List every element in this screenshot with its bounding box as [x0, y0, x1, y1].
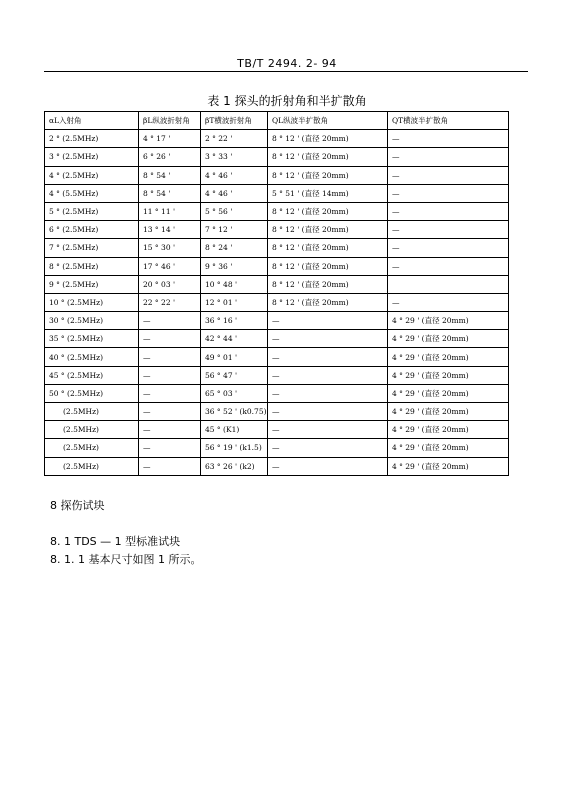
table-row — [45, 275, 509, 293]
table-cell — [388, 275, 509, 293]
table-cell: — — [139, 439, 201, 457]
header-incident-angle: αL入射角 — [45, 112, 139, 130]
table-row — [45, 348, 509, 366]
table-row — [45, 439, 509, 457]
table-cell: 10 ° (2.5MHz) — [45, 293, 139, 311]
table-cell: 65 ° 03 ' — [201, 384, 268, 402]
table-header-row — [45, 112, 509, 130]
table-cell: 9 ° 36 ' — [201, 257, 268, 275]
document-number-header: TB/T 2494. 2- 94 — [237, 57, 337, 70]
table-cell: 6 ° (2.5MHz) — [45, 221, 139, 239]
table-cell: — — [268, 330, 388, 348]
table-cell: (2.5MHz) — [45, 421, 139, 439]
table-row — [45, 130, 509, 148]
table-cell: — — [268, 421, 388, 439]
table-cell: 4 ° 29 ' (直径 20mm) — [388, 457, 509, 475]
table-cell: 4 ° 29 ' (直径 20mm) — [388, 403, 509, 421]
section-8-1-1-text: 8. 1. 1 基本尺寸如图 1 所示。 — [50, 553, 202, 566]
table-cell: (2.5MHz) — [45, 439, 139, 457]
table-cell: 2 ° 22 ' — [201, 130, 268, 148]
table-cell: 7 ° 12 ' — [201, 221, 268, 239]
table-cell: 4 ° (2.5MHz) — [45, 166, 139, 184]
table-row — [45, 257, 509, 275]
table-row — [45, 239, 509, 257]
table-cell: (2.5MHz) — [45, 403, 139, 421]
table-cell: — — [388, 184, 509, 202]
table-row — [45, 221, 509, 239]
table-cell: 3 ° 33 ' — [201, 148, 268, 166]
table-row — [45, 184, 509, 202]
table-cell: 49 ° 01 ' — [201, 348, 268, 366]
table-cell: 6 ° 26 ' — [139, 148, 201, 166]
table-cell: 45 ° (K1) — [201, 421, 268, 439]
table-cell: — — [388, 166, 509, 184]
angle-table — [44, 111, 509, 476]
table-cell: 10 ° 48 ' — [201, 275, 268, 293]
table-cell: 8 ° 24 ' — [201, 239, 268, 257]
table-cell: 8 ° 54 ' — [139, 166, 201, 184]
table-cell: 9 ° (2.5MHz) — [45, 275, 139, 293]
table-cell: — — [268, 348, 388, 366]
table-row — [45, 312, 509, 330]
table-cell: 35 ° (2.5MHz) — [45, 330, 139, 348]
table-cell: — — [268, 312, 388, 330]
table-cell: 22 ° 22 ' — [139, 293, 201, 311]
table-row — [45, 148, 509, 166]
table-cell: 8 ° 12 ' (直径 20mm) — [268, 202, 388, 220]
table-cell: 36 ° 16 ' — [201, 312, 268, 330]
table-cell: 5 ° 51 ' (直径 14mm) — [268, 184, 388, 202]
table-cell: 8 ° 12 ' (直径 20mm) — [268, 275, 388, 293]
table-cell: 4 ° 29 ' (直径 20mm) — [388, 330, 509, 348]
table-cell: 4 ° 29 ' (直径 20mm) — [388, 312, 509, 330]
table-row — [45, 421, 509, 439]
table-cell: 2 ° (2.5MHz) — [45, 130, 139, 148]
table-cell: 30 ° (2.5MHz) — [45, 312, 139, 330]
table-cell: 42 ° 44 ' — [201, 330, 268, 348]
table-cell: 8 ° 12 ' (直径 20mm) — [268, 257, 388, 275]
table-cell: 4 ° 46 ' — [201, 166, 268, 184]
header-longitudinal-divergence: QL纵波半扩散角 — [268, 112, 388, 130]
table-cell: 8 ° 12 ' (直径 20mm) — [268, 239, 388, 257]
header-longitudinal-refraction: βL纵波折射角 — [139, 112, 201, 130]
table-cell: 7 ° (2.5MHz) — [45, 239, 139, 257]
table-cell: (2.5MHz) — [45, 457, 139, 475]
table-cell: 4 ° 29 ' (直径 20mm) — [388, 439, 509, 457]
table-cell: 8 ° 12 ' (直径 20mm) — [268, 221, 388, 239]
table-cell: 13 ° 14 ' — [139, 221, 201, 239]
table-cell: 4 ° 29 ' (直径 20mm) — [388, 348, 509, 366]
table-cell: 17 ° 46 ' — [139, 257, 201, 275]
table-cell: — — [139, 366, 201, 384]
table-cell: — — [139, 421, 201, 439]
table-row — [45, 457, 509, 475]
table-cell: — — [139, 348, 201, 366]
table-cell: — — [268, 439, 388, 457]
table-cell: — — [268, 366, 388, 384]
table-row — [45, 166, 509, 184]
table-cell: 5 ° (2.5MHz) — [45, 202, 139, 220]
table-cell: 15 ° 30 ' — [139, 239, 201, 257]
table-cell: 50 ° (2.5MHz) — [45, 384, 139, 402]
header-rule — [44, 71, 528, 72]
table-cell: 11 ° 11 ' — [139, 202, 201, 220]
table-cell: — — [139, 312, 201, 330]
table-row — [45, 202, 509, 220]
table-cell: — — [388, 257, 509, 275]
table-cell: 8 ° 12 ' (直径 20mm) — [268, 166, 388, 184]
table-caption: 表 1 探头的折射角和半扩散角 — [207, 94, 367, 108]
table-cell: — — [388, 130, 509, 148]
table-cell: — — [268, 403, 388, 421]
header-transverse-refraction: βT横波折射角 — [201, 112, 268, 130]
table-cell: 5 ° 56 ' — [201, 202, 268, 220]
table-cell: 8 ° (2.5MHz) — [45, 257, 139, 275]
table-row — [45, 403, 509, 421]
table-cell: — — [139, 403, 201, 421]
table-cell: 56 ° 19 ' (k1.5) — [201, 439, 268, 457]
table-cell: 4 ° 29 ' (直径 20mm) — [388, 384, 509, 402]
table-cell: — — [388, 202, 509, 220]
table-cell: 3 ° (2.5MHz) — [45, 148, 139, 166]
table-cell: 4 ° 17 ' — [139, 130, 201, 148]
table-cell: 4 ° 29 ' (直径 20mm) — [388, 421, 509, 439]
table-cell: — — [388, 148, 509, 166]
table-cell: 8 ° 54 ' — [139, 184, 201, 202]
section-8-heading: 8 探伤试块 — [50, 499, 105, 512]
section-8-1-heading: 8. 1 TDS — 1 型标准试块 — [50, 535, 181, 548]
table-row — [45, 384, 509, 402]
table-cell: 45 ° (2.5MHz) — [45, 366, 139, 384]
table-cell: — — [139, 457, 201, 475]
header-transverse-divergence: QT横波半扩散角 — [388, 112, 509, 130]
table-cell: 4 ° 29 ' (直径 20mm) — [388, 366, 509, 384]
table-cell: 8 ° 12 ' (直径 20mm) — [268, 148, 388, 166]
table-row — [45, 293, 509, 311]
table-cell: 8 ° 12 ' (直径 20mm) — [268, 293, 388, 311]
table-cell: 36 ° 52 ' (k0.75) — [201, 403, 268, 421]
table-cell: 12 ° 01 ' — [201, 293, 268, 311]
table-cell: 4 ° 46 ' — [201, 184, 268, 202]
table-cell: — — [388, 221, 509, 239]
table-cell: 63 ° 26 ' (k2) — [201, 457, 268, 475]
table-cell: — — [388, 293, 509, 311]
table-cell: — — [268, 384, 388, 402]
table-cell: 4 ° (5.5MHz) — [45, 184, 139, 202]
table-cell: — — [388, 239, 509, 257]
table-cell: — — [268, 457, 388, 475]
table-row — [45, 366, 509, 384]
table-row — [45, 330, 509, 348]
table-cell: 20 ° 03 ' — [139, 275, 201, 293]
table-cell: 8 ° 12 ' (直径 20mm) — [268, 130, 388, 148]
table-cell: — — [139, 384, 201, 402]
table-cell: 40 ° (2.5MHz) — [45, 348, 139, 366]
table-cell: 56 ° 47 ' — [201, 366, 268, 384]
table-cell: — — [139, 330, 201, 348]
